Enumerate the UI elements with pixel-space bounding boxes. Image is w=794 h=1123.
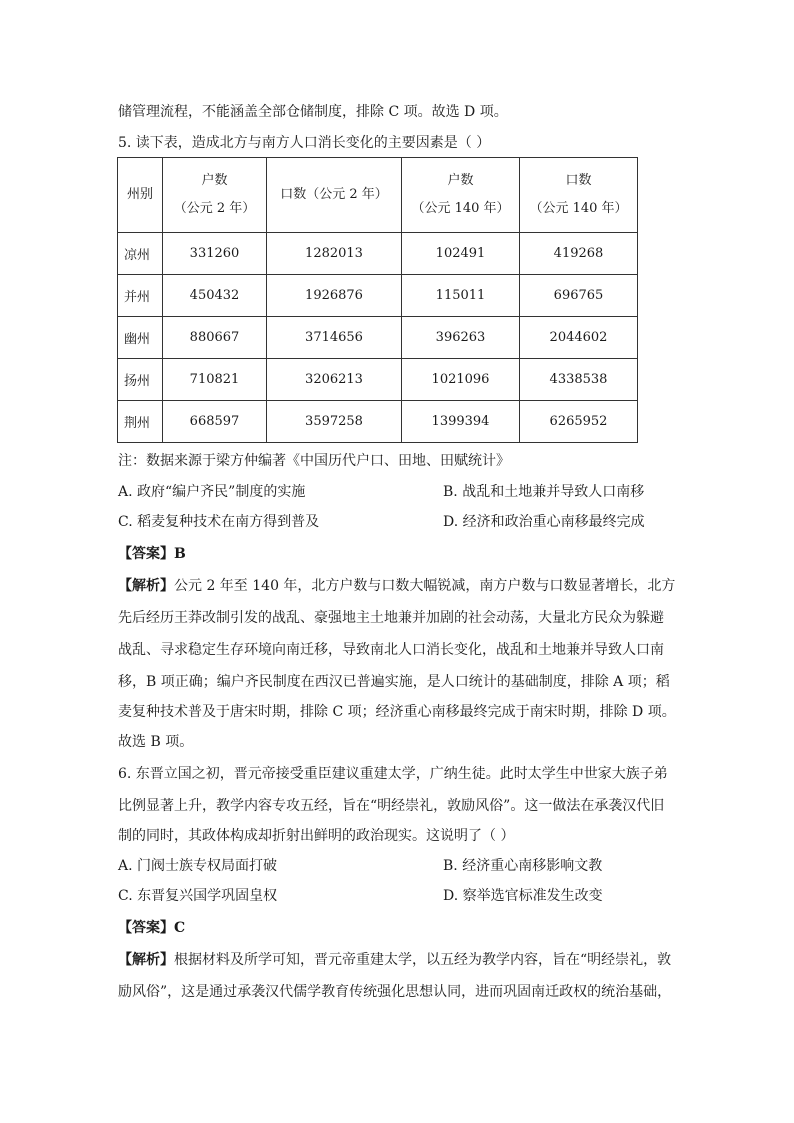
q5-option-c: C. 稻麦复种技术在南方得到普及 (118, 514, 320, 530)
cell-value: 1399394 (402, 401, 520, 443)
cell-value: 4338538 (520, 359, 638, 401)
table-row (118, 233, 638, 275)
cell-value: 2044602 (520, 317, 638, 359)
q6-analysis-line: 【解析】根据材料及所学可知，晋元帝重建太学，以五经为教学内容，旨在“明经崇礼，敦 (118, 952, 672, 968)
q6-analysis-line: 励风俗”，这是通过承袭汉代儒学教育传统强化思想认同，进而巩固南迁政权的统治基础， (118, 984, 672, 1000)
q5-option-a: A. 政府“编户齐民”制度的实施 (118, 484, 306, 500)
q6-option-a: A. 门阀士族专权局面打破 (118, 858, 278, 874)
q6-stem-line: 比例显著上升，教学内容专攻五经，旨在“明经崇礼，敦励风俗”。这一做法在承袭汉代旧 (118, 798, 665, 814)
header-population-140: 口数 （公元 140 年） (520, 158, 638, 233)
q6-stem-line: 6. 东晋立国之初，晋元帝接受重臣建议重建太学，广纳生徒。此时太学生中世家大族子弟 (118, 766, 668, 782)
q5-option-d: D. 经济和政治重心南移最终完成 (443, 514, 645, 530)
cell-value: 396263 (402, 317, 520, 359)
cell-value: 710821 (163, 359, 267, 401)
q5-analysis-line: 移，B 项正确；编户齐民制度在西汉已普遍实施，是人口统计的基础制度，排除 A 项；稻 (118, 674, 670, 690)
header-region: 州别 (118, 158, 163, 233)
cell-value: 102491 (402, 233, 520, 275)
q6-analysis-label: 【解析】 (118, 952, 174, 968)
cell-value: 6265952 (520, 401, 638, 443)
q6-option-d: D. 察举选官标准发生改变 (443, 888, 603, 904)
q6-option-c: C. 东晋复兴国学巩固皇权 (118, 888, 278, 904)
table-row (118, 275, 638, 317)
cell-value: 3714656 (267, 317, 402, 359)
table-row (118, 359, 638, 401)
header-population-2: 口数（公元 2 年） (267, 158, 402, 233)
cell-value: 3597258 (267, 401, 402, 443)
q5-analysis-line: 麦复种技术普及于唐宋时期，排除 C 项；经济重心南移最终完成于南宋时期，排除 D 项。 (118, 704, 676, 720)
cell-region: 扬州 (118, 359, 163, 401)
intro-line: 储管理流程，不能涵盖全部仓储制度，排除 C 项。故选 D 项。 (118, 104, 508, 120)
q5-stem: 5. 读下表，造成北方与南方人口消长变化的主要因素是（ ） (118, 135, 491, 151)
q5-analysis-label: 【解析】 (118, 578, 174, 594)
table-row (118, 401, 638, 443)
population-table (117, 157, 638, 443)
q5-analysis-line: 战乱、寻求稳定生存环境向南迁移，导致南北人口消长变化，战乱和土地兼并导致人口南 (118, 642, 664, 658)
cell-region: 荆州 (118, 401, 163, 443)
q6-answer: 【答案】C (118, 920, 186, 936)
table-row (118, 317, 638, 359)
header-households-140: 户数 （公元 140 年） (402, 158, 520, 233)
cell-value: 1926876 (267, 275, 402, 317)
cell-value: 1282013 (267, 233, 402, 275)
cell-value: 450432 (163, 275, 267, 317)
q5-analysis-line: 先后经历王莽改制引发的战乱、豪强地主土地兼并加剧的社会动荡，大量北方民众为躲避 (118, 610, 664, 626)
cell-value: 880667 (163, 317, 267, 359)
header-households-2: 户数 （公元 2 年） (163, 158, 267, 233)
cell-value: 696765 (520, 275, 638, 317)
table-note: 注：数据来源于梁方仲编著《中国历代户口、田地、田赋统计》 (118, 453, 510, 469)
cell-region: 凉州 (118, 233, 163, 275)
cell-value: 419268 (520, 233, 638, 275)
q5-analysis-line: 【解析】公元 2 年至 140 年，北方户数与口数大幅锐减，南方户数与口数显著增长，北方 (118, 578, 676, 594)
q5-option-b: B. 战乱和土地兼并导致人口南移 (443, 484, 645, 500)
cell-value: 3206213 (267, 359, 402, 401)
cell-value: 668597 (163, 401, 267, 443)
cell-region: 并州 (118, 275, 163, 317)
cell-value: 331260 (163, 233, 267, 275)
cell-value: 1021096 (402, 359, 520, 401)
q5-analysis-line: 故选 B 项。 (118, 734, 194, 750)
cell-value: 115011 (402, 275, 520, 317)
q6-stem-line: 制的同时，其政体构成却折射出鲜明的政治现实。这说明了（ ） (118, 828, 515, 844)
table-header-row (118, 158, 638, 233)
cell-region: 幽州 (118, 317, 163, 359)
q5-answer: 【答案】B (118, 546, 186, 562)
q6-option-b: B. 经济重心南移影响文教 (443, 858, 603, 874)
